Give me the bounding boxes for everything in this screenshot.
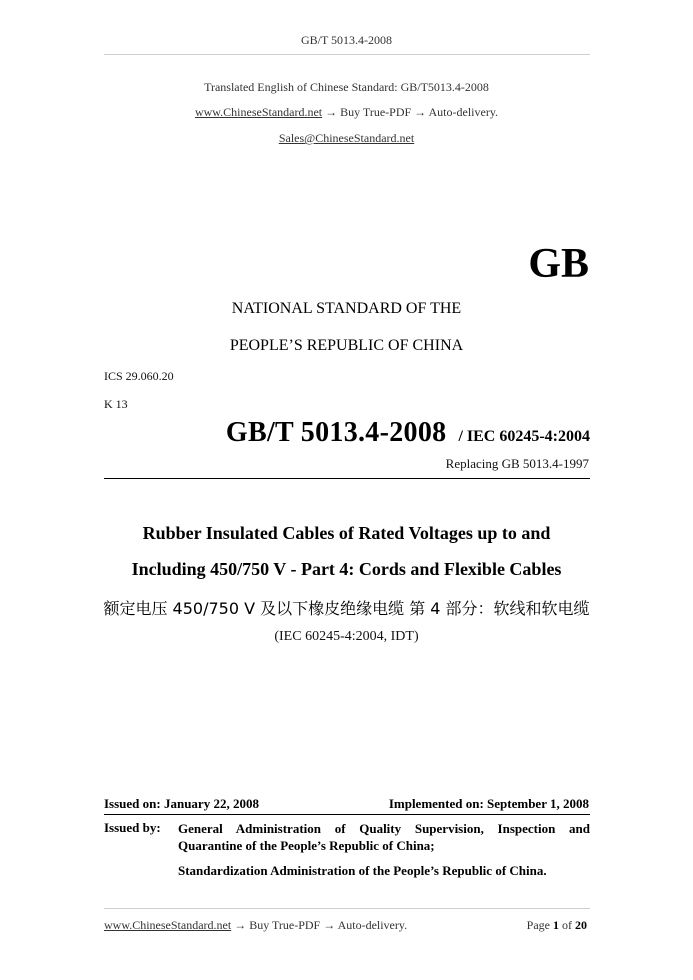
page-label: Page (526, 918, 550, 932)
issued-date: Issued on: January 22, 2008 (104, 796, 259, 811)
running-header: GB/T 5013.4-2008 (300, 33, 393, 47)
site-link[interactable]: www.ChineseStandard.net (194, 105, 323, 119)
of-label: of (562, 918, 572, 932)
header-divider (104, 54, 590, 55)
title-divider (104, 478, 590, 479)
issued-by-label: Issued by: (104, 820, 161, 835)
sales-email-link[interactable]: Sales@ChineseStandard.net (278, 131, 415, 145)
title-english-line-1: Rubber Insulated Cables of Rated Voltages up to and (142, 523, 551, 543)
page-number: 1 (553, 918, 559, 932)
ics-code: ICS 29.060.20 (104, 369, 174, 383)
national-standard-line-2: PEOPLE’S REPUBLIC OF CHINA (229, 337, 464, 354)
purchase-text: → Buy True-PDF → Auto-delivery. (322, 105, 499, 119)
footer-divider (104, 908, 590, 909)
classification-code: K 13 (104, 397, 128, 411)
footer-site-link[interactable]: www.ChineseStandard.net (104, 918, 232, 932)
sales-line (0, 131, 693, 146)
page-total: 20 (575, 918, 587, 932)
replacing-standard: Replacing GB 5013.4-1997 (445, 456, 589, 471)
issuer-line-2: Standardization Administration of the People’s Republic of China. (178, 863, 547, 878)
iec-reference: / IEC 60245-4:2004 (458, 428, 590, 445)
title-english-line-2: Including 450/750 V - Part 4: Cords and Flexible Cables (131, 559, 562, 579)
footer-purchase-text: → Buy True-PDF → Auto-delivery. (231, 918, 408, 932)
issuer-line-1: General Administration of Quality Supervision, Inspection and Quarantine of the People’s Republic of China; (178, 821, 590, 853)
footer-links (104, 918, 407, 933)
title-chinese: 额定电压 450/750 V 及以下橡皮绝缘电缆 第 4 部分：软线和软电缆 (103, 599, 590, 618)
dates-divider (104, 814, 590, 815)
translation-notice: Translated English of Chinese Standard: GB/T5013.4-2008 (204, 80, 489, 94)
equivalence-note: (IEC 60245-4:2004, IDT) (274, 629, 419, 644)
gb-mark: GB (528, 241, 589, 287)
implemented-date: Implemented on: September 1, 2008 (388, 796, 589, 811)
national-standard-line-1: NATIONAL STANDARD OF THE (231, 300, 462, 317)
page-counter (527, 918, 587, 933)
standard-number-line (226, 417, 590, 449)
standard-number: GB/T 5013.4-2008 (225, 417, 447, 448)
purchase-line (0, 105, 693, 120)
